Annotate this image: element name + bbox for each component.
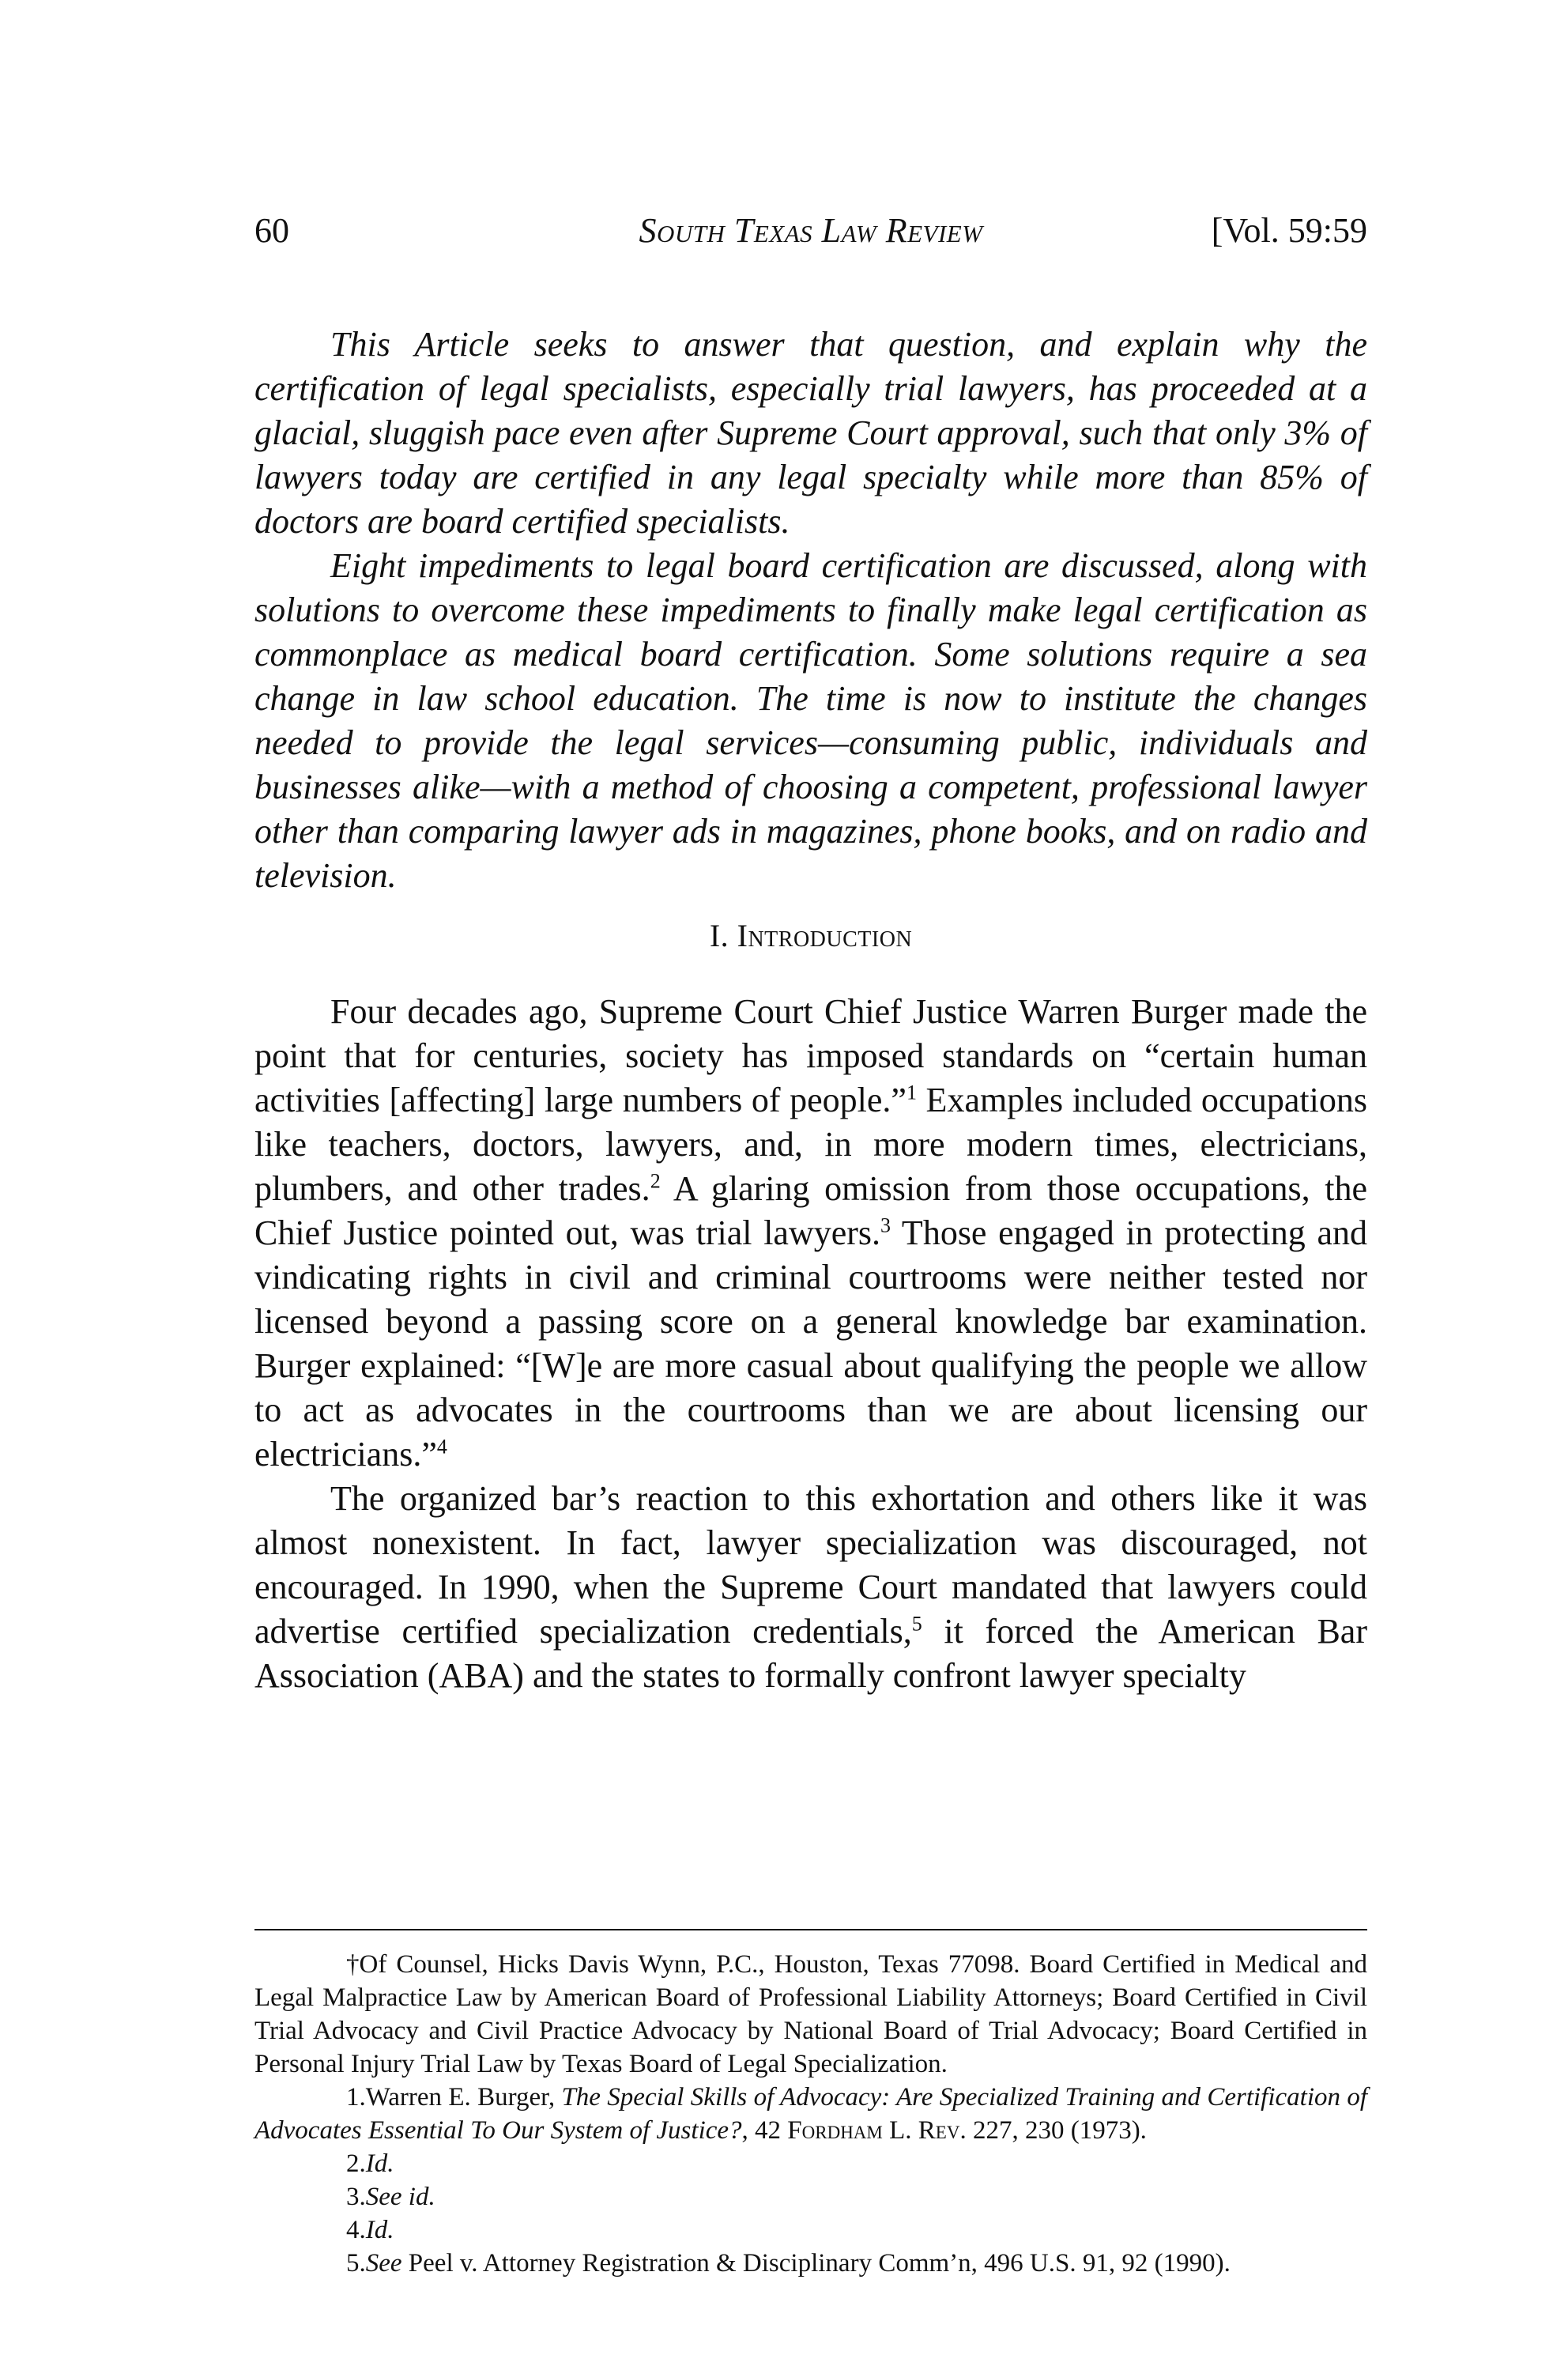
footnote-author [254,1948,1367,2081]
body-text-run: it forced the American Bar Association (ABA) and the states to formally confront lawyer specialty [254,1612,1367,1695]
footnote-author-name: Warren E. Burger, [365,2083,562,2111]
footnote-1 [254,2081,1367,2147]
footnote-cite: , 42 [741,2116,788,2145]
footnote-number: 3. [346,2183,366,2211]
body-text-run: Those engaged in protecting and vindicating rights in civil and criminal courtrooms were neither tested nor licensed beyond a passing score on a general knowledge bar examination. Burger explained: “[W]e are more casual about qualifying the people we allow to act as advocates in the courtrooms than we are about licensing our electricians.” [254,1213,1367,1474]
footnote-text: Id. [365,2149,394,2178]
footnote-4 [254,2213,1367,2247]
journal-title: South Texas Law Review [639,211,983,250]
footnote-text: Peel v. Attorney Registration & Disciplinary Comm’n, 496 U.S. 91, 92 (1990). [401,2249,1231,2278]
abstract-paragraph: This Article seeks to answer that question, and explain why the certification of legal specialists, especially trial lawyers, has proceeded at a glacial, sluggish pace even after Supreme Court approval, such that only 3% of lawyers today are certified in any legal specialty while more than 85% of doctors are board certified specialists. [254,325,1367,541]
footnote-signal: See [365,2249,402,2278]
footnote-ref-1[interactable]: 1 [906,1081,917,1104]
running-header [254,207,1367,255]
dagger-marker: † [346,1950,360,1979]
body-paragraph [254,1477,1367,1698]
body-text [254,990,1367,1698]
body-text-run: Four decades ago, Supreme Court Chief Justice Warren Burger made the point that for centuries, society has imposed standards on “certain human activities [affecting] large numbers of people.” [254,992,1367,1119]
section-heading: I. Introduction [709,918,913,953]
footnote-cite: 227, 230 (1973). [966,2116,1147,2145]
volume-citation: [Vol. 59:59 [1211,211,1367,250]
footnotes [254,1948,1367,2280]
footnote-ref-2[interactable]: 2 [650,1169,661,1193]
body-text-run: The organized bar’s reaction to this exhortation and others like it was almost nonexistent. In fact, lawyer specialization was discouraged, not encouraged. In 1990, when the Supreme Court mandated that lawyers could advertise certified specialization credentials, [254,1479,1367,1651]
footnote-text: See id. [365,2183,435,2211]
footnote-text: Id. [365,2216,394,2244]
footnote-journal: Fordham L. Rev. [787,2116,967,2145]
footnote-text: Of Counsel, Hicks Davis Wynn, P.C., Houston, Texas 77098. Board Certified in Medical and Legal Malpractice Law by American Board of Professional Liability Attorneys; Board Certified in Civil Trial Advocacy and Civil Practice Advocacy by National Board of Trial Advocacy; Board Certified in Personal Injury Trial Law by Texas Board of Legal Specialization. [254,1950,1367,2078]
body-paragraph [254,990,1367,1477]
footnote-ref-5[interactable]: 5 [911,1612,922,1636]
body-text-run: A glaring omission from those occupations, the Chief Justice pointed out, was trial lawyers. [254,1169,1367,1252]
body-text-run: Examples included occupations like teachers, doctors, lawyers, and, in more modern times, electricians, plumbers, and other trades. [254,1081,1367,1208]
footnote-divider [254,1929,1367,1930]
footnote-number: 4. [346,2216,366,2244]
abstract [254,323,1367,898]
abstract-paragraph: Eight impediments to legal board certification are discussed, along with solutions to overcome these impediments to finally make legal certification as commonplace as medical board certification. Some solutions require a sea change in law school education. The time is now to institute the changes needed to provide the legal services—consuming public, individuals and businesses alike—with a method of choosing a competent, professional lawyer other than comparing lawyer ads in magazines, phone books, and on radio and television. [254,546,1367,895]
footnote-number: 5. [346,2249,366,2278]
footnote-number: 1. [346,2083,366,2111]
footnote-article-title: The Special Skills of Advocacy: Are Specialized Training and Certification of Advocates Essential To Our System of Justice? [254,2083,1367,2145]
footnote-ref-4[interactable]: 4 [436,1435,447,1459]
footnote-number: 2. [346,2149,366,2178]
footnote-ref-3[interactable]: 3 [880,1213,891,1237]
footnote-3 [254,2180,1367,2213]
footnote-2 [254,2147,1367,2180]
footnote-5 [254,2247,1367,2280]
page-number: 60 [254,211,289,250]
